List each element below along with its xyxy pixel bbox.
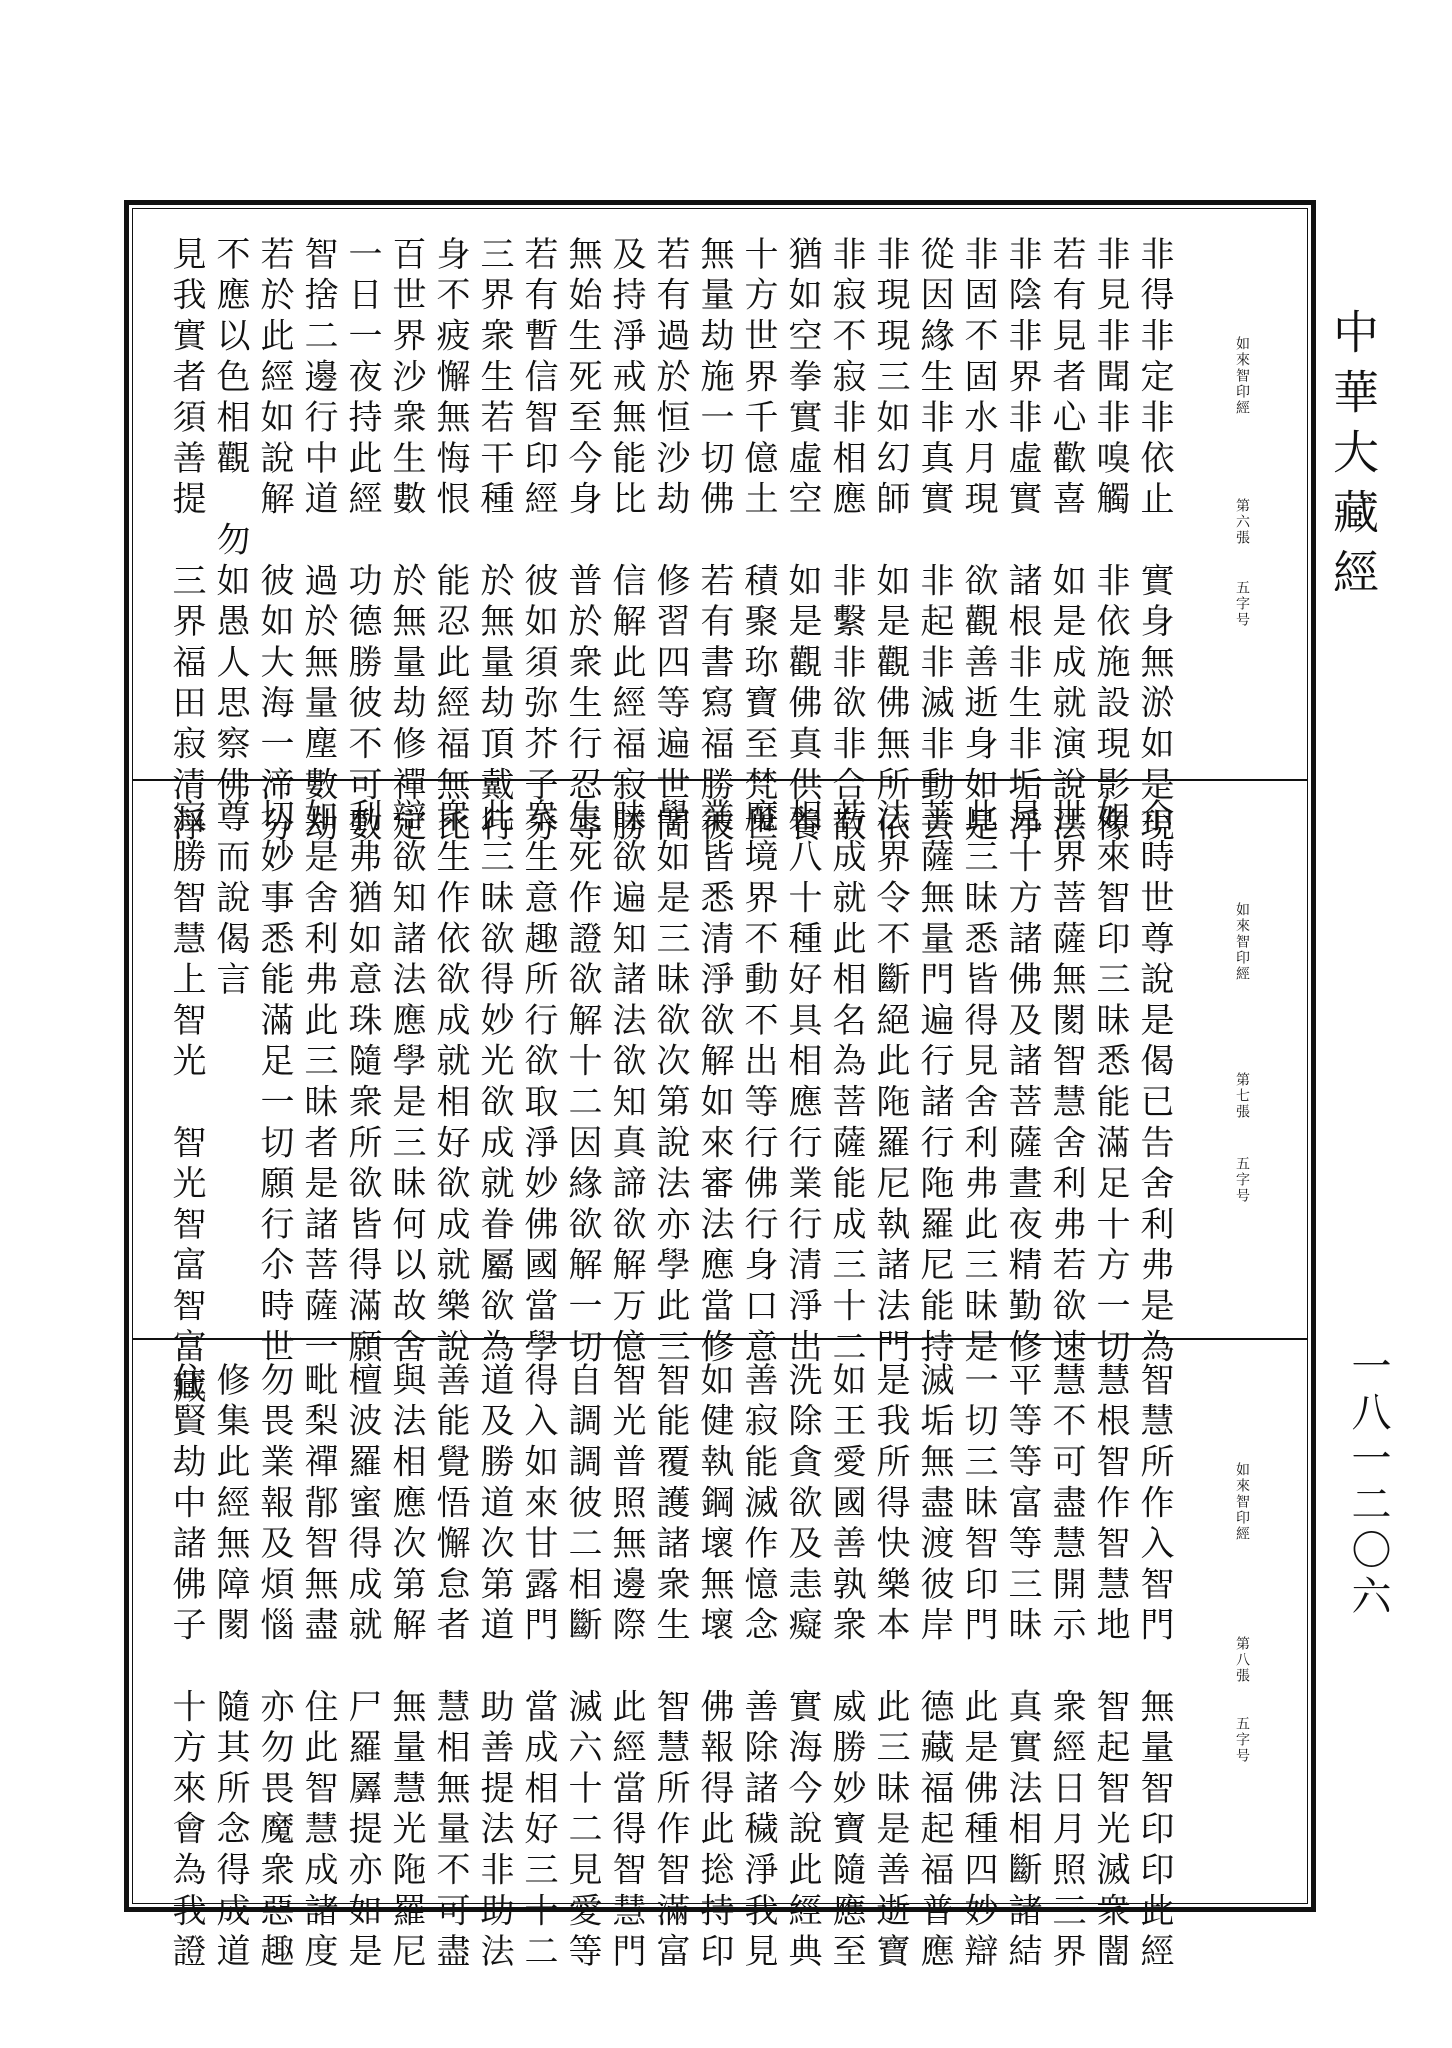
text-column: 學如是三昧欲次第說法亦學此三 bbox=[650, 798, 690, 1370]
text-column: 尊而說偈言 bbox=[210, 798, 250, 1002]
text-column: 一日一夜持此經 功德勝彼不可數 bbox=[342, 236, 382, 848]
text-column: 檀波羅蜜得成就 尸羅羼提亦如是 bbox=[342, 1362, 382, 1974]
text-column: 身不疲懈無悔恨 能忍此經福無比 bbox=[430, 236, 470, 848]
text-column: 法界令不斷絕此陁羅尼執諸法門 bbox=[870, 798, 910, 1370]
text-column: 如健執鋼壞無壞 佛報得此捴持印 bbox=[694, 1362, 734, 1974]
text-column: 滅垢無盡渡彼岸 德藏福起福普應 bbox=[914, 1362, 954, 1974]
text-column: 若於此經如說解 彼如大海一渧分 bbox=[254, 236, 294, 848]
text-column: 尒時世尊說是偈已告舍利弗是為 bbox=[1134, 798, 1174, 1370]
text-column: 世界菩薩無閡智慧舍利弗若欲速 bbox=[1046, 798, 1086, 1370]
section-3-text bbox=[164, 1362, 1176, 1974]
text-column: 自調調彼二相斷 滅六十二見愛等 bbox=[562, 1362, 602, 1974]
text-column: 與法相應次第解 無量慧光陁羅尼 bbox=[386, 1362, 426, 1974]
text-column: 無始生死至今身 普於衆生行忍辱 bbox=[562, 236, 602, 848]
text-column: 寂勝智慧上智光 智光智富智富藏 bbox=[166, 798, 206, 1410]
text-column: 非見非聞非嗅觸 非依施設現影像 bbox=[1090, 236, 1130, 848]
text-column: 見十方諸佛及諸菩薩晝夜精勤修 bbox=[1002, 798, 1042, 1370]
text-column: 十方世界千億土 積聚珎寶至梵世 bbox=[738, 236, 778, 848]
text-column: 住賢劫中諸佛子 十方來會為我證 bbox=[166, 1362, 206, 1974]
text-column: 昧欲遍知諸法欲知真諦欲解万億 bbox=[606, 798, 646, 1370]
text-column: 平等等富等三昧 真實法相斷諸結 bbox=[1002, 1362, 1042, 1974]
text-column: 善寂能滅作憶念 善除諸穢淨我見 bbox=[738, 1362, 778, 1974]
text-column: 猶如空拳實虛空 如是觀佛真供養 bbox=[782, 236, 822, 848]
text-column: 及持淨戒無能比 信解此經福寂勝 bbox=[606, 236, 646, 848]
text-column: 生死作證欲解十二因緣欲解一切 bbox=[562, 798, 602, 1370]
page-code: 五字号 bbox=[1234, 580, 1250, 628]
text-column: 見我實者須善提 三界福田寂清淨 bbox=[166, 236, 206, 848]
text-column: 勿畏業報及煩惱 亦勿畏魔衆惡趣 bbox=[254, 1362, 294, 1974]
text-column: 菩薩無量門遍行諸行陁羅尼能持 bbox=[914, 798, 954, 1370]
sutra-header: 如來智印經 bbox=[1234, 1462, 1250, 1542]
text-column: 非現現三如幻師 如是觀佛無所依 bbox=[870, 236, 910, 848]
text-column: 不應以色相觀 勿如愚人思察佛 bbox=[210, 236, 250, 808]
text-column: 如王愛國善孰衆 威勝妙寶隨應至 bbox=[826, 1362, 866, 1974]
text-column: 若有暫信智印經 彼如須弥芥子分 bbox=[518, 236, 558, 848]
text-column: 毗梨禪鄁智無盡 住此智慧成諸度 bbox=[298, 1362, 338, 1974]
text-column: 非陰非界非虛實 諸根非生非垢淨 bbox=[1002, 236, 1042, 848]
text-column: 三界衆生若干種 於無量劫頂戴行 bbox=[474, 236, 514, 848]
text-column: 道及勝道次第道 助善提法非助法 bbox=[474, 1362, 514, 1974]
text-column: 智捨二邊行中道 過於無量塵數劫 bbox=[298, 236, 338, 848]
text-column: 衆生意趣所行欲取淨妙佛國當學 bbox=[518, 798, 558, 1370]
text-column: 非寂不寂非相應 非繫非欲非合散 bbox=[826, 236, 866, 848]
page-code: 五字号 bbox=[1234, 1716, 1250, 1764]
text-column: 智慧所作入智門 無量智印印此經 bbox=[1134, 1362, 1174, 1974]
text-column: 若有過於恒沙劫 修習四等遍世間 bbox=[650, 236, 690, 848]
text-column: 智能覆護諸衆生 智慧所作智滿富 bbox=[650, 1362, 690, 1974]
section-2-text bbox=[164, 798, 1176, 1410]
text-column: 魔境界不動不出等行佛行身口意 bbox=[738, 798, 778, 1370]
text-column: 若成就此相名為菩薩能成三十二 bbox=[826, 798, 866, 1370]
text-column: 修集此經無障閡 隨其所念得成道 bbox=[210, 1362, 250, 1974]
text-column: 慧根智作智慧地 智起智光滅衆闇 bbox=[1090, 1362, 1130, 1974]
text-column: 此三昧悉皆得見舍利弗此三昧是 bbox=[958, 798, 998, 1370]
text-column: 得入如來甘露門 當成相好三十二 bbox=[518, 1362, 558, 1974]
page-number: 一八一二〇六 bbox=[1345, 1345, 1391, 1621]
text-column: 衆生作依欲成就相好欲成就樂說 bbox=[430, 798, 470, 1370]
text-column: 非得非定非依止 實身無淤如是現 bbox=[1134, 236, 1174, 848]
text-column: 如來智印三昧悉能滿足十方一切 bbox=[1090, 798, 1130, 1370]
section-1-text bbox=[164, 236, 1176, 848]
text-column: 無量劫施一切佛 若有書寫福勝彼 bbox=[694, 236, 734, 848]
page-label: 第七張 bbox=[1234, 1072, 1250, 1120]
text-column: 從因緣生非真實 非起非滅非動去 bbox=[914, 236, 954, 848]
page-label: 第八張 bbox=[1234, 1636, 1250, 1684]
text-column: 如是舍利弗此三昧者是諸菩薩一 bbox=[298, 798, 338, 1370]
page-code: 五字号 bbox=[1234, 1156, 1250, 1204]
text-column: 百世界沙衆生數 於無量劫修禪定 bbox=[386, 236, 426, 848]
sutra-header: 如來智印經 bbox=[1234, 336, 1250, 416]
text-column: 辯欲知諸法應學是三昧何以故舍 bbox=[386, 798, 426, 1370]
text-column: 切妙事悉能滿足一切願行尒時世 bbox=[254, 798, 294, 1370]
text-column: 一切三昧智印門 此是佛種四妙辯 bbox=[958, 1362, 998, 1974]
text-column: 若有見者心歡喜 如是成就演說法 bbox=[1046, 236, 1086, 848]
sutra-header: 如來智印經 bbox=[1234, 902, 1250, 982]
text-column: 此三昧欲得妙光欲成就眷屬欲為 bbox=[474, 798, 514, 1370]
text-column: 非固不固水月現 欲觀善逝身如是 bbox=[958, 236, 998, 848]
text-column: 業皆悉清淨欲解如來審法應當修 bbox=[694, 798, 734, 1370]
text-column: 是我所得快樂本 此三昧是善逝寶 bbox=[870, 1362, 910, 1974]
text-column: 洗除貪欲及恚癡 實海今說此經典 bbox=[782, 1362, 822, 1974]
page-label: 第六張 bbox=[1234, 498, 1250, 546]
text-column: 利弗猶如意珠隨衆所欲皆得滿願 bbox=[342, 798, 382, 1370]
collection-title: 中華大藏經 bbox=[1326, 308, 1380, 608]
text-column: 善能覺悟懈怠者 慧相無量不可盡 bbox=[430, 1362, 470, 1974]
text-column: 相八十種好具相應行業行清淨出 bbox=[782, 798, 822, 1370]
text-column: 智光普照無邊際 此經當得智慧門 bbox=[606, 1362, 646, 1974]
text-column: 慧不可盡慧開示 衆經日月照三界 bbox=[1046, 1362, 1086, 1974]
